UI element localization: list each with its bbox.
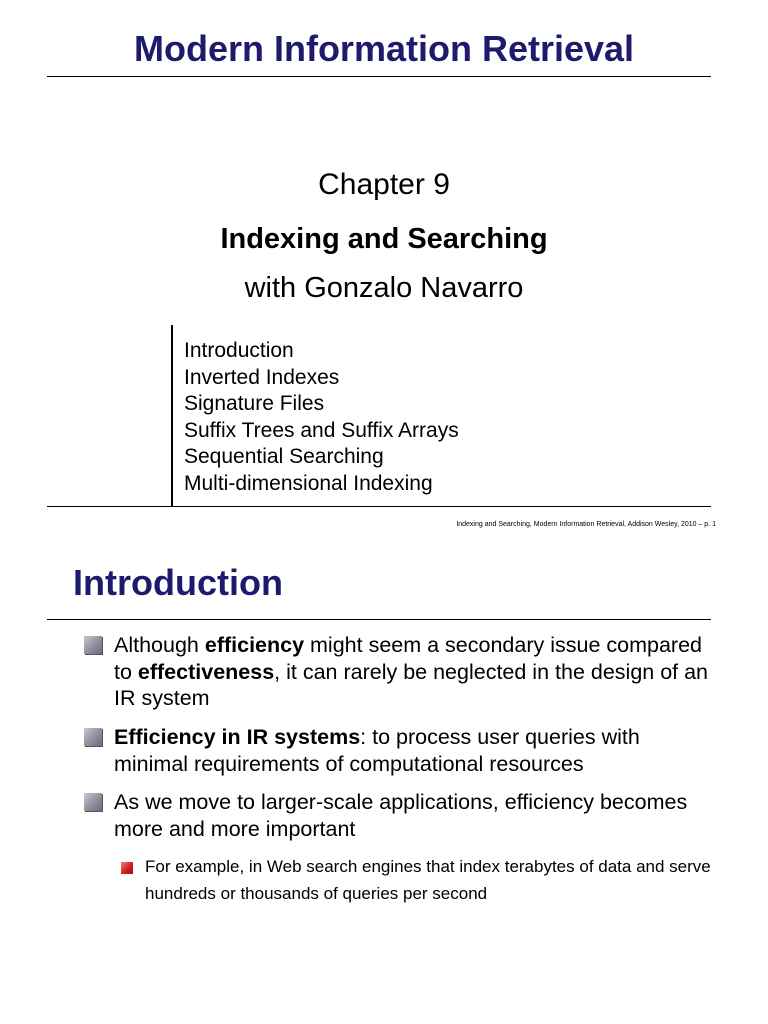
bullet-item-3: As we move to larger-scale applications, efficiency becomes more and more important [114, 790, 688, 841]
slide-footer: Indexing and Searching, Modern Information Retrieval, Addison Wesley, 2010 – p. 1 [456, 521, 716, 528]
bullet-icon [84, 728, 102, 746]
section-title: Introduction [73, 562, 283, 603]
bottom-divider [47, 506, 711, 507]
chapter-author: with Gonzalo Navarro [244, 272, 524, 304]
bullet-item-2: Efficiency in IR systems: to process user queries with minimal requirements of computational resources [114, 725, 640, 776]
toc-item: Introduction [184, 339, 294, 362]
toc-item: Sequential Searching [184, 445, 384, 469]
bullet-icon [84, 793, 102, 811]
subbullet-icon [121, 862, 133, 874]
table-of-contents [184, 338, 459, 498]
toc-item: Suffix Trees and Suffix Arrays [184, 418, 459, 442]
bullet-icon [84, 636, 102, 654]
toc-item: Inverted Indexes [184, 365, 340, 389]
toc-divider [171, 325, 173, 507]
bullet-item-1: Although efficiency might seem a secondary issue compared to effectiveness, it can rarely be neglected in the design of an IR system [114, 633, 709, 710]
toc-item: Multi-dimensional Indexing [184, 471, 433, 495]
chapter-title: Indexing and Searching [220, 223, 548, 255]
title-divider [47, 76, 711, 77]
subbullet-item: For example, in Web search engines that index terabytes of data and serve hundreds or thousands of queries per second [145, 857, 711, 903]
chapter-label: Chapter 9 [318, 168, 450, 201]
section-divider [47, 619, 711, 620]
toc-item: Signature Files [184, 392, 325, 416]
slide-title: Modern Information Retrieval [133, 28, 635, 69]
